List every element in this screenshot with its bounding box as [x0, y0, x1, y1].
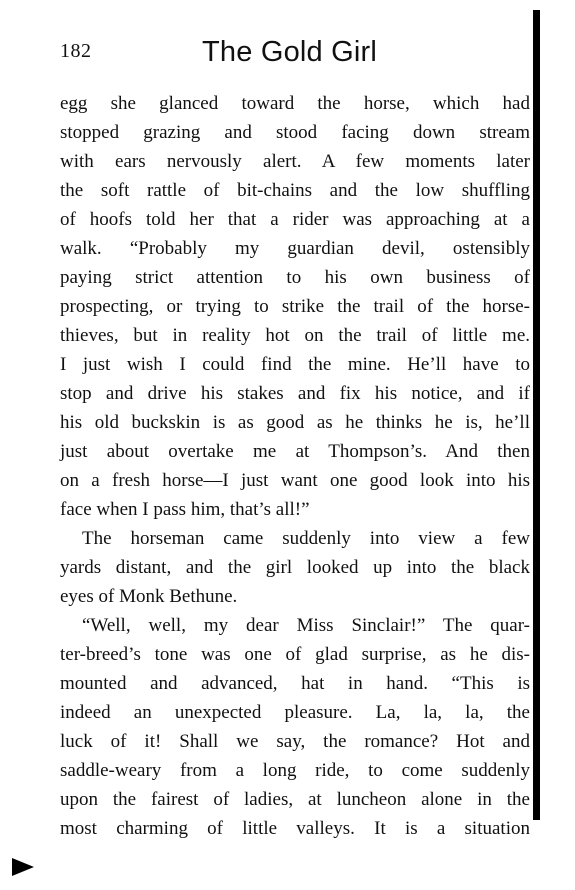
text-line: yards distant, and the girl looked up into the black — [60, 557, 530, 578]
text-line: paying strict attention to his own business of — [60, 267, 530, 288]
running-title: The Gold Girl — [202, 36, 378, 68]
page-number: 182 — [60, 40, 92, 62]
text-line: most charming of little valleys. It is a situation — [60, 818, 530, 839]
text-line: eyes of Monk Bethune. — [60, 586, 238, 607]
text-line: upon the fairest of ladies, at luncheon alone in the — [60, 789, 530, 810]
text-line: thieves, but in reality hot on the trail of little me. — [60, 325, 530, 346]
text-line: mounted and advanced, hat in hand. “This is — [60, 673, 530, 694]
page-turn-arrow-icon — [12, 858, 34, 876]
text-line: face when I pass him, that’s all!” — [60, 499, 310, 520]
text-line: the soft rattle of bit-chains and the low shuffling — [60, 180, 530, 201]
page-edge-shadow — [533, 10, 540, 820]
text-line: “Well, well, my dear Miss Sinclair!” The quar- — [82, 615, 530, 636]
text-line: indeed an unexpected pleasure. La, la, la, the — [60, 702, 530, 723]
text-line: The horseman came suddenly into view a few — [82, 528, 530, 549]
text-line: egg she glanced toward the horse, which had — [60, 93, 530, 114]
text-line: just about overtake me at Thompson’s. And then — [60, 441, 530, 462]
text-line: with ears nervously alert. A few moments later — [60, 151, 530, 172]
text-line: I just wish I could find the mine. He’ll have to — [60, 354, 530, 375]
text-line: saddle-weary from a long ride, to come suddenly — [60, 760, 530, 781]
text-line: stop and drive his stakes and fix his notice, and if — [60, 383, 530, 404]
text-line: prospecting, or trying to strike the trail of the horse- — [60, 296, 530, 317]
body-text — [60, 89, 530, 843]
text-line: luck of it! Shall we say, the romance? Hot and — [60, 731, 530, 752]
text-line: his old buckskin is as good as he thinks he is, he’ll — [60, 412, 530, 433]
text-line: stopped grazing and stood facing down stream — [60, 122, 530, 143]
text-line: of hoofs told her that a rider was approaching at a — [60, 209, 530, 230]
text-line: on a fresh horse—I just want one good look into his — [60, 470, 530, 491]
text-line: walk. “Probably my guardian devil, ostensibly — [60, 238, 530, 259]
text-line: ter-breed’s tone was one of glad surprise, as he dis- — [60, 644, 530, 665]
